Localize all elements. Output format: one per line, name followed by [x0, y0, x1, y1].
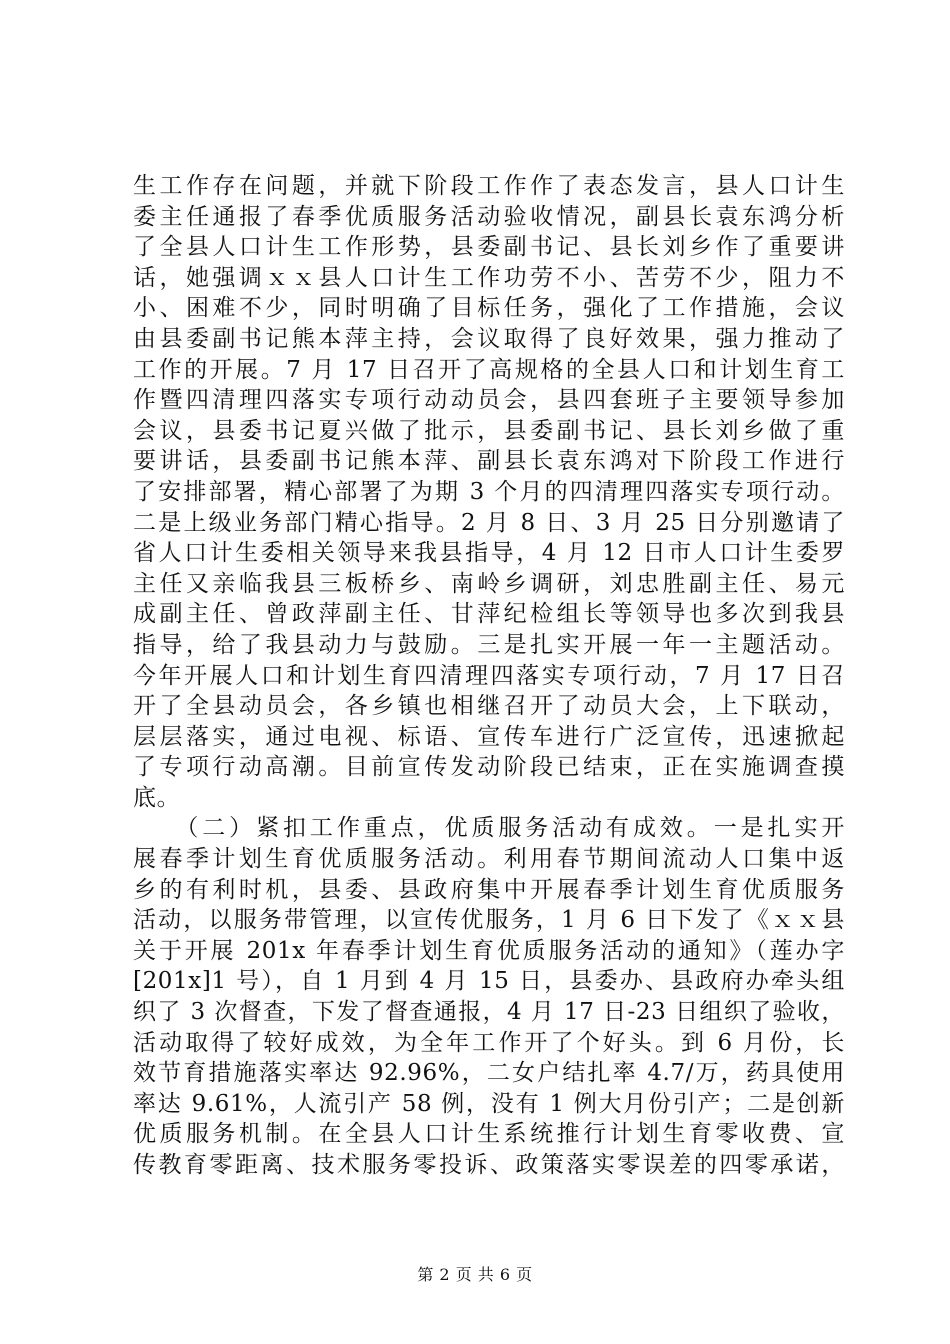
text-line: 生工作存在问题，并就下阶段工作作了表态发言，县人口计生: [133, 173, 845, 199]
text-line: 优质服务机制。在全县人口计生系统推行计划生育零收费、宣: [133, 1121, 845, 1148]
text-line: 底。: [133, 784, 181, 811]
text-line: 由县委副书记熊本萍主持，会议取得了良好效果，强力推动了: [133, 325, 845, 352]
text-line: 话，她强调ｘｘ县人口计生工作功劳不小、苦劳不少，阻力不: [133, 264, 845, 291]
text-line: 活动，以服务带管理，以宣传优服务，1 月 6 日下发了《ｘｘ县: [133, 907, 845, 934]
text-line: 省人口计生委相关领导来我县指导，4 月 12 日市人口计生委罗: [133, 540, 845, 567]
text-line: 指导，给了我县动力与鼓励。三是扎实开展一年一主题活动。: [133, 631, 845, 658]
text-line: 要讲话，县委副书记熊本萍、副县长袁东鸿对下阶段工作进行: [133, 448, 845, 475]
text-line: 层层落实，通过电视、标语、宣传车进行广泛宣传，迅速掀起: [133, 723, 845, 750]
text-line: 委主任通报了春季优质服务活动验收情况，副县长袁东鸿分析: [133, 203, 845, 230]
text-line: 活动取得了较好成效，为全年工作开了个好头。到 6 月份，长: [133, 1029, 845, 1056]
text-line: 乡的有利时机，县委、县政府集中开展春季计划生育优质服务: [133, 876, 845, 903]
text-line: 作暨四清理四落实专项行动动员会，县四套班子主要领导参加: [133, 387, 845, 414]
text-line: 展春季计划生育优质服务活动。利用春节期间流动人口集中返: [133, 846, 845, 873]
text-line: 效节育措施落实率达 92.96%，二女户结扎率 4.7/万，药具使用: [133, 1060, 845, 1087]
paragraph-2: [133, 813, 845, 1180]
text-line: 小、困难不少，同时明确了目标任务，强化了工作措施，会议: [133, 295, 845, 322]
text-line: （二）紧扣工作重点，优质服务活动有成效。一是扎实开: [133, 815, 845, 842]
text-line: 成副主任、曾政萍副主任、甘萍纪检组长等领导也多次到我县: [133, 601, 845, 628]
text-line: 主任又亲临我县三板桥乡、南岭乡调研，刘忠胜副主任、易元: [133, 570, 845, 597]
text-line: 会议，县委书记夏兴做了批示，县委副书记、县长刘乡做了重: [133, 417, 845, 444]
text-line: 开了全县动员会，各乡镇也相继召开了动员大会，上下联动，: [133, 693, 845, 720]
page-footer: 第 2 页 共 6 页: [417, 1265, 533, 1284]
text-line: 了安排部署，精心部署了为期 3 个月的四清理四落实专项行动。: [133, 478, 845, 505]
text-line: [201x]1 号），自 1 月到 4 月 15 日，县委办、县政府办牵头组: [133, 968, 845, 995]
text-line: 传教育零距离、技术服务零投诉、政策落实零误差的四零承诺，: [133, 1152, 845, 1178]
text-line: 今年开展人口和计划生育四清理四落实专项行动，7 月 17 日召: [133, 662, 845, 689]
paragraph-1: [133, 171, 845, 813]
text-line: 了专项行动高潮。目前宣传发动阶段已结束，正在实施调查摸: [133, 754, 845, 781]
text-line: 率达 9.61%，人流引产 58 例，没有 1 例大月份引产；二是创新: [133, 1090, 845, 1117]
text-line: 了全县人口计生工作形势，县委副书记、县长刘乡作了重要讲: [133, 234, 845, 261]
text-line: 二是上级业务部门精心指导。2 月 8 日、3 月 25 日分别邀请了: [133, 509, 845, 536]
text-line: 工作的开展。7 月 17 日召开了高规格的全县人口和计划生育工: [133, 356, 845, 383]
text-line: 关于开展 201x 年春季计划生育优质服务活动的通知》（莲办字: [133, 937, 845, 964]
document-body: [133, 171, 845, 1181]
text-line: 织了 3 次督查，下发了督查通报，4 月 17 日-23 日组织了验收，: [133, 999, 845, 1026]
